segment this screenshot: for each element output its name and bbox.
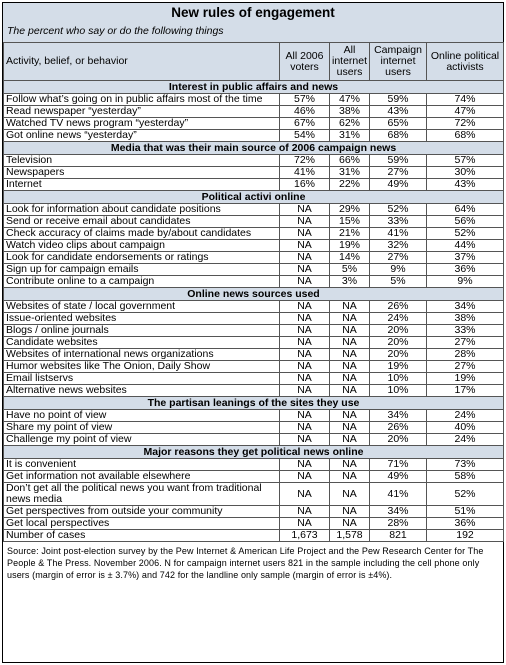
cell-value: NA (330, 410, 370, 422)
cell-value: NA (330, 459, 370, 471)
cell-value: 20% (370, 349, 427, 361)
cell-value: 9% (427, 276, 504, 288)
section-header (4, 446, 504, 459)
cell-value: 17% (427, 385, 504, 397)
row-label: Sign up for campaign emails (4, 264, 280, 276)
cell-value: 59% (370, 155, 427, 167)
table-row (4, 252, 504, 264)
cell-value: NA (280, 252, 330, 264)
cell-value: NA (280, 373, 330, 385)
cell-value: NA (280, 483, 330, 506)
cell-value: 10% (370, 373, 427, 385)
cell-value: 37% (427, 252, 504, 264)
table-row (4, 373, 504, 385)
cell-value: 43% (370, 106, 427, 118)
cell-value: NA (330, 483, 370, 506)
cell-value: 59% (370, 94, 427, 106)
cell-value: NA (280, 518, 330, 530)
cell-value: 27% (370, 167, 427, 179)
cell-value: 15% (330, 216, 370, 228)
section-header (4, 397, 504, 410)
cell-value: NA (330, 506, 370, 518)
row-label: Look for candidate endorsements or ratings (4, 252, 280, 264)
cases-label: Number of cases (4, 530, 280, 542)
cell-value: 52% (427, 228, 504, 240)
table-row (4, 506, 504, 518)
cell-value: 46% (280, 106, 330, 118)
section-header (4, 142, 504, 155)
cell-value: 19% (427, 373, 504, 385)
cell-value: 52% (370, 204, 427, 216)
cell-value: NA (280, 276, 330, 288)
row-label: Humor websites like The Onion, Daily Show (4, 361, 280, 373)
table-row (4, 337, 504, 349)
cell-value: NA (330, 301, 370, 313)
cell-value: 71% (370, 459, 427, 471)
table-row (4, 301, 504, 313)
cell-value: 62% (330, 118, 370, 130)
cell-value: 33% (427, 325, 504, 337)
cell-value: NA (330, 471, 370, 483)
cell-value: 52% (427, 483, 504, 506)
section-title: Major reasons they get political news online (4, 446, 504, 459)
cases-row (4, 530, 504, 542)
table-row (4, 94, 504, 106)
cell-value: 28% (427, 349, 504, 361)
cell-value: 74% (427, 94, 504, 106)
cell-value: 56% (427, 216, 504, 228)
row-label: Watch video clips about campaign (4, 240, 280, 252)
row-label: It is convenient (4, 459, 280, 471)
cell-value: NA (280, 337, 330, 349)
table-row (4, 264, 504, 276)
cell-value: NA (280, 325, 330, 337)
cell-value: NA (280, 313, 330, 325)
source-note: Source: Joint post-election survey by the Pew Internet & American Life Project and the Pew Research Center for The People & The Press. November 2006. N for campaign internet users 821 in the sample including the cell phone only users (margin of error is ± 3.7%) and 742 for the landline only sample (margin of error is ±4%). (7, 546, 484, 580)
cell-value: 5% (370, 276, 427, 288)
row-label: Have no point of view (4, 410, 280, 422)
column-header-internet-users: All internet users (330, 43, 370, 81)
table-row (4, 276, 504, 288)
cell-value: NA (280, 410, 330, 422)
cell-value: NA (330, 385, 370, 397)
table-row (4, 434, 504, 446)
row-label: Candidate websites (4, 337, 280, 349)
section-title: Interest in public affairs and news (4, 81, 504, 94)
cell-value: 68% (427, 130, 504, 142)
cell-value: NA (280, 349, 330, 361)
cell-value: 19% (330, 240, 370, 252)
table-row (4, 179, 504, 191)
cell-value: 47% (330, 94, 370, 106)
section-title: Media that was their main source of 2006 campaign news (4, 142, 504, 155)
cell-value: 49% (370, 179, 427, 191)
cell-value: 66% (330, 155, 370, 167)
cell-value: 47% (427, 106, 504, 118)
row-label: Websites of state / local government (4, 301, 280, 313)
cell-value: NA (280, 459, 330, 471)
cell-value: 34% (370, 506, 427, 518)
cell-value: NA (280, 506, 330, 518)
column-header-campaign-users: Campaign internet users (370, 43, 427, 81)
table-row (4, 459, 504, 471)
cell-value: 41% (370, 228, 427, 240)
cell-value: 30% (427, 167, 504, 179)
row-label: Look for information about candidate positions (4, 204, 280, 216)
row-label: Newspapers (4, 167, 280, 179)
cell-value: 38% (427, 313, 504, 325)
cell-value: 5% (330, 264, 370, 276)
cell-value: 36% (427, 264, 504, 276)
table-row (4, 471, 504, 483)
cell-value: 16% (280, 179, 330, 191)
section-header (4, 81, 504, 94)
section-title: Online news sources used (4, 288, 504, 301)
table-row (4, 385, 504, 397)
cell-value: NA (280, 240, 330, 252)
cell-value: NA (330, 337, 370, 349)
cell-value: 51% (427, 506, 504, 518)
row-label: Television (4, 155, 280, 167)
survey-table-figure (2, 2, 504, 663)
table-row (4, 118, 504, 130)
cell-value: NA (330, 361, 370, 373)
cell-value: 57% (280, 94, 330, 106)
cell-value: 65% (370, 118, 427, 130)
row-label: Websites of international news organizations (4, 349, 280, 361)
row-label: Got online news “yesterday” (4, 130, 280, 142)
table-row (4, 361, 504, 373)
cell-value: 21% (330, 228, 370, 240)
row-label: Get local perspectives (4, 518, 280, 530)
cell-value: 54% (280, 130, 330, 142)
row-label: Don’t get all the political news you want from traditional news media (4, 483, 280, 506)
cell-value: NA (280, 471, 330, 483)
cell-value: 31% (330, 167, 370, 179)
cell-value: NA (280, 264, 330, 276)
cell-value: 24% (370, 313, 427, 325)
table-row (4, 349, 504, 361)
section-title: The partisan leanings of the sites they use (4, 397, 504, 410)
cell-value: 27% (427, 361, 504, 373)
cell-value: 26% (370, 422, 427, 434)
cell-value: 33% (370, 216, 427, 228)
table-row (4, 106, 504, 118)
table-row (4, 313, 504, 325)
data-table (3, 42, 504, 542)
cell-value: 44% (427, 240, 504, 252)
table-row (4, 167, 504, 179)
cell-value: 41% (280, 167, 330, 179)
cell-value: 24% (427, 410, 504, 422)
cell-value: 49% (370, 471, 427, 483)
cell-value: 72% (280, 155, 330, 167)
cell-value: 20% (370, 337, 427, 349)
row-label: Watched TV news program “yesterday” (4, 118, 280, 130)
cases-value: 1,673 (280, 530, 330, 542)
table-subtitle: The percent who say or do the following things (3, 23, 503, 42)
cell-value: 27% (370, 252, 427, 264)
cell-value: 32% (370, 240, 427, 252)
cell-value: NA (330, 349, 370, 361)
table-row (4, 240, 504, 252)
table-row (4, 155, 504, 167)
cell-value: 41% (370, 483, 427, 506)
cell-value: 43% (427, 179, 504, 191)
cell-value: NA (280, 434, 330, 446)
table-row (4, 518, 504, 530)
section-title: Political activi online (4, 191, 504, 204)
table-row (4, 216, 504, 228)
cases-value: 1,578 (330, 530, 370, 542)
column-header-activists: Online political activists (427, 43, 504, 81)
table-title: New rules of engagement (3, 3, 503, 23)
cell-value: 57% (427, 155, 504, 167)
cell-value: NA (330, 325, 370, 337)
table-row (4, 483, 504, 506)
cell-value: 26% (370, 301, 427, 313)
row-label: Check accuracy of claims made by/about candidates (4, 228, 280, 240)
cell-value: NA (330, 313, 370, 325)
table-row (4, 228, 504, 240)
row-label: Read newspaper “yesterday” (4, 106, 280, 118)
row-label: Contribute online to a campaign (4, 276, 280, 288)
row-label: Internet (4, 179, 280, 191)
section-header (4, 288, 504, 301)
row-label: Get information not available elsewhere (4, 471, 280, 483)
table-row (4, 130, 504, 142)
table-row (4, 204, 504, 216)
table-row (4, 410, 504, 422)
cell-value: NA (280, 361, 330, 373)
row-label: Issue-oriented websites (4, 313, 280, 325)
cell-value: NA (280, 228, 330, 240)
cell-value: 34% (370, 410, 427, 422)
row-label: Challenge my point of view (4, 434, 280, 446)
cell-value: 22% (330, 179, 370, 191)
cell-value: 29% (330, 204, 370, 216)
row-label: Share my point of view (4, 422, 280, 434)
cases-value: 821 (370, 530, 427, 542)
cell-value: NA (280, 385, 330, 397)
row-label: Blogs / online journals (4, 325, 280, 337)
cell-value: 72% (427, 118, 504, 130)
row-label: Get perspectives from outside your community (4, 506, 280, 518)
cell-value: NA (330, 373, 370, 385)
cell-value: 14% (330, 252, 370, 264)
column-header-voters: All 2006 voters (280, 43, 330, 81)
cell-value: NA (280, 204, 330, 216)
cell-value: 10% (370, 385, 427, 397)
cell-value: 20% (370, 325, 427, 337)
row-label: Alternative news websites (4, 385, 280, 397)
cell-value: 64% (427, 204, 504, 216)
column-header-activity: Activity, belief, or behavior (4, 43, 280, 81)
cell-value: 9% (370, 264, 427, 276)
header-row (4, 43, 504, 81)
cell-value: NA (280, 216, 330, 228)
cell-value: NA (330, 518, 370, 530)
cell-value: 58% (427, 471, 504, 483)
cell-value: NA (280, 301, 330, 313)
cell-value: NA (330, 422, 370, 434)
cell-value: 38% (330, 106, 370, 118)
cell-value: 20% (370, 434, 427, 446)
row-label: Send or receive email about candidates (4, 216, 280, 228)
cell-value: 27% (427, 337, 504, 349)
cell-value: 68% (370, 130, 427, 142)
cell-value: 67% (280, 118, 330, 130)
cell-value: NA (280, 422, 330, 434)
table-row (4, 325, 504, 337)
table-row (4, 422, 504, 434)
row-label: Follow what’s going on in public affairs most of the time (4, 94, 280, 106)
cell-value: 3% (330, 276, 370, 288)
cell-value: 31% (330, 130, 370, 142)
cases-value: 192 (427, 530, 504, 542)
cell-value: NA (330, 434, 370, 446)
cell-value: 40% (427, 422, 504, 434)
section-header (4, 191, 504, 204)
cell-value: 24% (427, 434, 504, 446)
cell-value: 34% (427, 301, 504, 313)
cell-value: 19% (370, 361, 427, 373)
cell-value: 36% (427, 518, 504, 530)
cell-value: 73% (427, 459, 504, 471)
row-label: Email listservs (4, 373, 280, 385)
cell-value: 28% (370, 518, 427, 530)
